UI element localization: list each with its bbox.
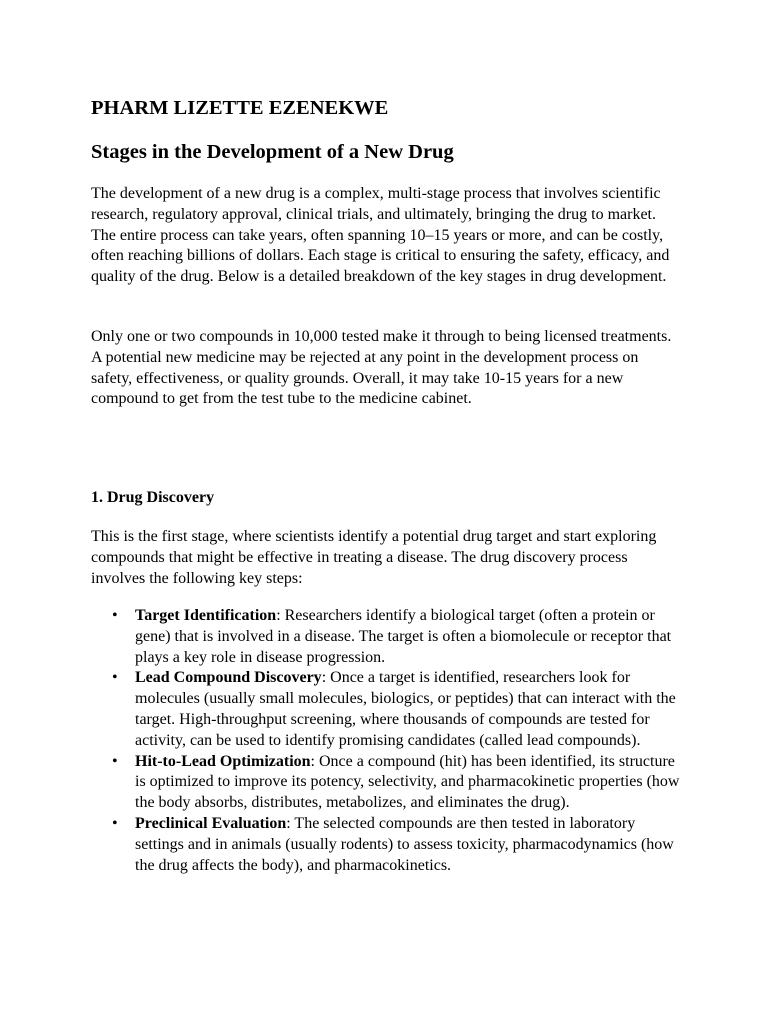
list-item-text: : Researchers identify a biological target (often a protein or gene) that is involved in a disease. The target is often a biomolecule or receptor that plays a key role in disease progression. xyxy=(135,607,672,666)
bullet-icon: • xyxy=(112,669,118,687)
discovery-steps-list xyxy=(91,606,681,876)
list-item xyxy=(91,814,681,876)
bullet-icon: • xyxy=(112,814,118,832)
intro-paragraph: The development of a new drug is a complex, multi-stage process that involves scientific research, regulatory approval, clinical trials, and ultimately, bringing the drug to market. The entire process can take years, often spanning 10–15 years or more, and can be costly, often reaching billions of dollars. Each stage is critical to ensuring the safety, efficacy, and quality of the drug. Below is a detailed breakdown of the key stages in drug development. xyxy=(91,185,670,286)
bullet-icon: • xyxy=(112,752,118,770)
author-name: PHARM LIZETTE EZENEKWE xyxy=(91,97,389,119)
list-item-text: : Once a compound (hit) has been identified, its structure is optimized to improve its potency, selectivity, and pharmacokinetic properties (how the body absorbs, distributes, metabolizes, and eliminates the drug). xyxy=(135,752,680,812)
list-item xyxy=(91,606,681,668)
list-item-text: : The selected compounds are then tested in laboratory settings and in animals (usually rodents) to assess toxicity, pharmacodynamics (how the drug affects the body), and pharmacokinetics. xyxy=(135,814,674,874)
attrition-paragraph: Only one or two compounds in 10,000 tested make it through to being licensed treatments. A potential new medicine may be rejected at any point in the development process on safety, effectiveness, or quality grounds. Overall, it may take 10-15 years for a new compound to get from the test tube to the medicine cabinet. xyxy=(91,328,672,408)
section-heading-drug-discovery: 1. Drug Discovery xyxy=(91,489,215,506)
list-item-text: : Once a target is identified, researchers look for molecules (usually small molecules, biologics, or peptides) that can interact with the target. High-throughput screening, where thousands of compounds are tested for activity, can be used to identify promising candidates (called lead compounds). xyxy=(135,669,676,749)
document-title: Stages in the Development of a New Drug xyxy=(91,141,454,163)
list-item xyxy=(91,752,681,814)
section-intro-paragraph: This is the first stage, where scientists identify a potential drug target and start exploring compounds that might be effective in treating a disease. The drug discovery process involves the following key steps: xyxy=(91,528,657,587)
bullet-icon: • xyxy=(112,607,118,624)
list-item-term: Target Identification xyxy=(135,607,277,624)
list-item-term: Preclinical Evaluation xyxy=(135,814,287,832)
list-item-term: Hit-to-Lead Optimization xyxy=(135,752,311,770)
list-item xyxy=(91,668,681,751)
list-item-term: Lead Compound Discovery xyxy=(135,669,322,687)
